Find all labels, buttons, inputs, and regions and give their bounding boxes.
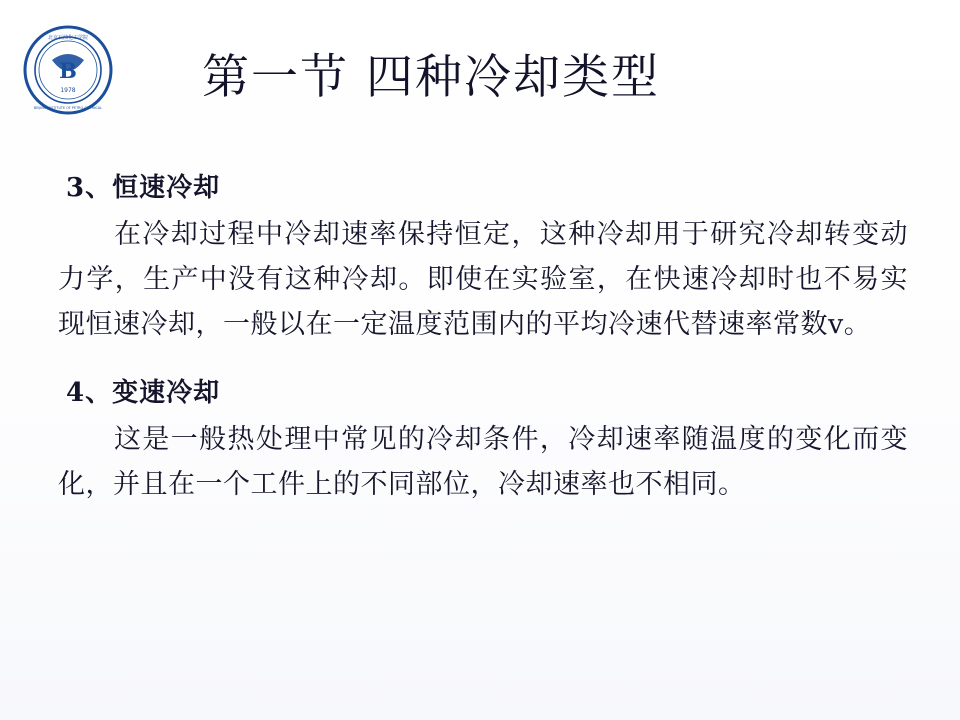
section-heading-4: 4、变速冷却 [66, 378, 221, 408]
section-paragraph-4: 这是一般热处理中常见的冷却条件，冷却速率随温度的变化而变化，并且在一个工件上的不同部位，冷却速率也不相同。 [58, 424, 908, 500]
section-paragraph-3: 在冷却过程中冷却速率保持恒定，这种冷却用于研究冷却转变动力学，生产中没有这种冷却。即使在实验室，在快速冷却时也不易实现恒速冷却，一般以在一定温度范围内的平均冷速代替速率常数v。 [58, 219, 908, 340]
slide-body [58, 160, 918, 515]
svg-text:北京石油化工学院: 北京石油化工学院 [47, 35, 89, 41]
section-divider [58, 355, 918, 365]
section-heading-3: 3、恒速冷却 [66, 173, 221, 203]
svg-text:1978: 1978 [60, 87, 76, 94]
page-title: 第一节 四种冷却类型 [202, 50, 660, 105]
university-emblem-icon [22, 24, 114, 116]
svg-text:BEIJING INSTITUTE OF PETRO-CHE: BEIJING INSTITUTE OF PETRO-CHEMICAL [33, 106, 103, 110]
svg-text:B: B [59, 58, 77, 83]
slide-title-bar [150, 46, 910, 132]
